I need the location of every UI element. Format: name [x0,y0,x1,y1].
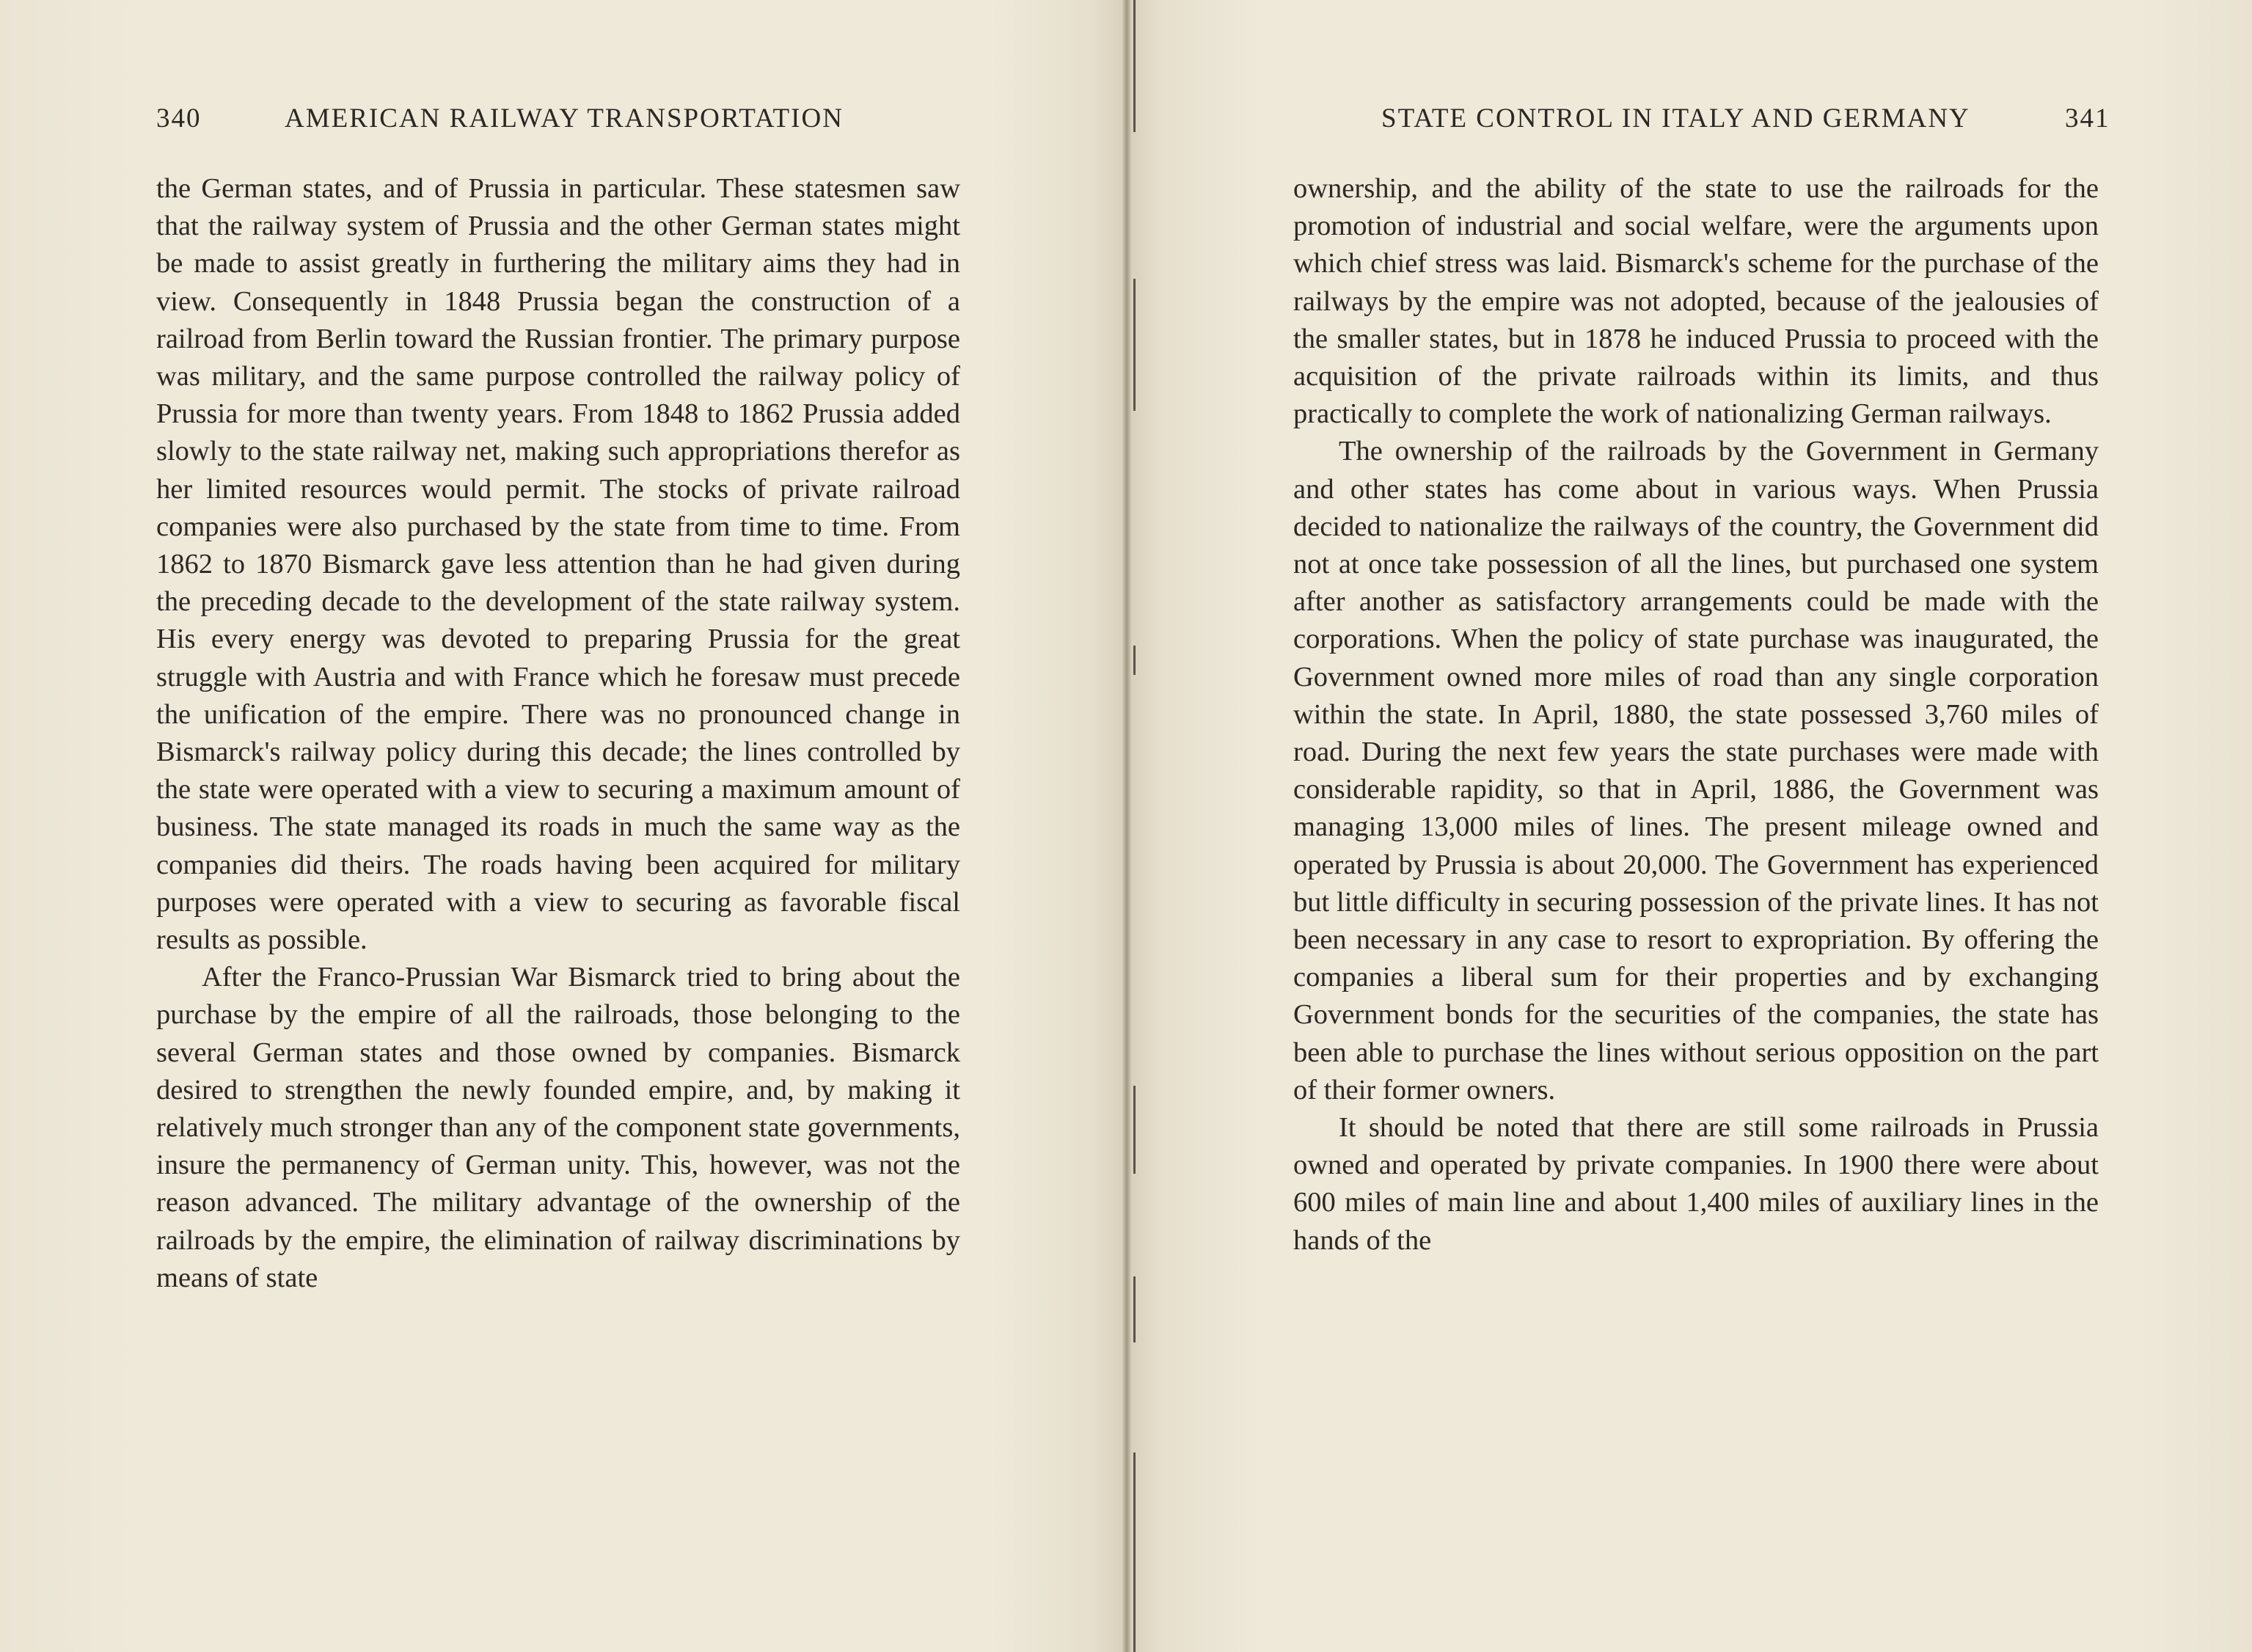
left-paragraph-2: After the Franco-Prussian War Bismarck tried to bring about the purchase by the empire of all the railroads, those belonging to the several German states and those owned by companies. Bismarck desired to strengthen the newly founded empire, and, by making it relatively much stronger than any of the component state governments, insure the permanency of German unity. This, however, was not the reason advanced. The military advantage of the ownership of the railroads by the empire, the elimination of railway discriminations by means of state [156,962,960,1293]
left-paragraph-1: the German states, and of Prussia in particular. These statesmen saw that the railway system of Prussia and the other German states might be made to assist greatly in furthering the military aims they had in view. Consequently in 1848 Prussia began the construction of a railroad from Berlin toward the Russian frontier. The primary purpose was military, and the same purpose controlled the railway policy of Prussia for more than twenty years. From 1848 to 1862 Prussia added slowly to the state railway net, making such appropriations therefor as her limited resources would permit. The stocks of private railroad companies were also purchased by the state from time to time. From 1862 to 1870 Bismarck gave less attention than he had given during the preceding decade to the development of the state railway system. His every energy was devoted to preparing Prussia for the great struggle with Austria and with France which he foresaw must precede the unification of the empire. There was no pronounced change in Bismarck's railway policy during this decade; the lines controlled by the state were operated with a view to securing a maximum amount of business. The state managed its roads in much the same way as the companies did theirs. The roads having been acquired for military purposes were operated with a view to securing as favorable fiscal results as possible. [156,173,960,956]
left-body-text [156,170,960,1297]
gutter-binding-thread [1133,279,1136,411]
gutter-binding-thread [1133,1452,1136,1652]
left-page-number: 340 [156,103,202,134]
gutter-binding-thread [1133,646,1136,675]
book-gutter [1122,0,1131,1652]
right-paragraph-2: The ownership of the railroads by the Government in Germany and other states has come about in various ways. When Prussia decided to nationalize the railways of the country, the Government did not at once take possession of all the lines, but purchased one system after another as satisfactory arrangements could be made with the corporations. When the policy of state purchase was inaugurated, the Government owned more miles of road than any single corporation within the state. In April, 1880, the state possessed 3,760 miles of road. During the next few years the state purchases were made with considerable rapidity, so that in April, 1886, the Government was managing 13,000 miles of lines. The present mileage owned and operated by Prussia is about 20,000. The Government has experienced but little difficulty in securing possession of the private lines. It has not been necessary in any case to resort to expropriation. By offering the companies a liberal sum for their properties and by exchanging Government bonds for the securities of the companies, the state has been able to purchase the lines without serious opposition on the part of their former owners. [1293,436,2099,1105]
right-body-text [1293,170,2099,1260]
right-page [1126,0,2252,1652]
gutter-binding-thread [1133,0,1136,132]
left-running-head: AMERICAN RAILWAY TRANSPORTATION [285,103,844,134]
right-paragraph-1: ownership, and the ability of the state to use the railroads for the promotion of industrial and social welfare, were the arguments upon which chief stress was laid. Bismarck's scheme for the purchase of the railways by the empire was not adopted, because of the jealousies of the smaller states, but in 1878 he induced Prussia to proceed with the acquisition of the private railroads within its limits, and thus practically to complete the work of nationalizing German railways. [1293,173,2099,430]
right-running-head: STATE CONTROL IN ITALY AND GERMANY [1381,103,1970,134]
right-page-number: 341 [2065,103,2110,134]
gutter-binding-thread [1133,1276,1136,1342]
right-paragraph-3: It should be noted that there are still some railroads in Prussia owned and operated by private companies. In 1900 there were about 600 miles of main line and about 1,400 miles of auxiliary lines in the hands of the [1293,1112,2099,1256]
gutter-binding-thread [1133,1086,1136,1174]
